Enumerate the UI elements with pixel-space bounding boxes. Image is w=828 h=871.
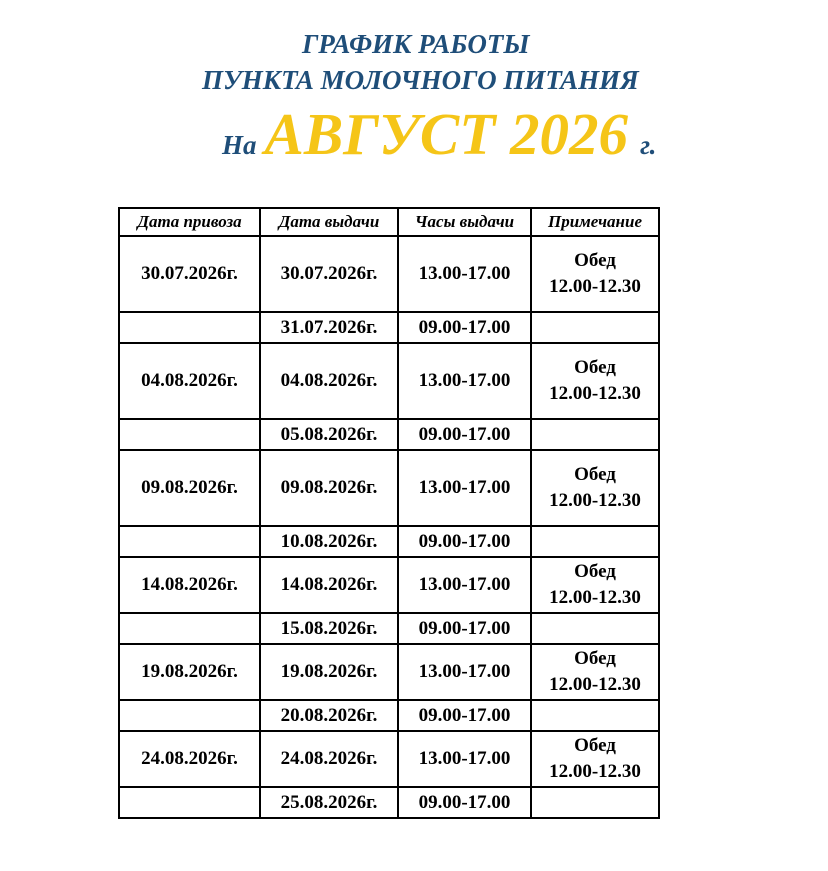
- issue-hours-cell: 13.00-17.00: [398, 731, 531, 787]
- note-cell: [531, 613, 659, 644]
- delivery-date-cell: 24.08.2026г.: [119, 731, 260, 787]
- issue-date-cell: 05.08.2026г.: [260, 419, 398, 450]
- table-row: [119, 787, 659, 818]
- issue-hours-cell: 13.00-17.00: [398, 450, 531, 526]
- table-row: [119, 450, 659, 526]
- note-label: Обед: [574, 735, 616, 756]
- table-row: [119, 526, 659, 557]
- delivery-date-cell: [119, 700, 260, 731]
- table-row: [119, 700, 659, 731]
- note-cell: [531, 731, 659, 787]
- issue-date-cell: 15.08.2026г.: [260, 613, 398, 644]
- note-time: 12.00-12.30: [549, 276, 641, 297]
- note-time: 12.00-12.30: [549, 587, 641, 608]
- delivery-date-cell: [119, 526, 260, 557]
- issue-hours-cell: 09.00-17.00: [398, 613, 531, 644]
- issue-date-cell: 10.08.2026г.: [260, 526, 398, 557]
- title-line-1: ГРАФИК РАБОТЫ: [302, 29, 530, 59]
- issue-hours-cell: 13.00-17.00: [398, 236, 531, 312]
- note-cell: [531, 700, 659, 731]
- note-time: 12.00-12.30: [549, 383, 641, 404]
- table-row: [119, 419, 659, 450]
- delivery-date-cell: [119, 613, 260, 644]
- issue-date-cell: 24.08.2026г.: [260, 731, 398, 787]
- table-row: [119, 613, 659, 644]
- issue-date-cell: 14.08.2026г.: [260, 557, 398, 613]
- note-cell: [531, 343, 659, 419]
- note-time: 12.00-12.30: [549, 674, 641, 695]
- delivery-date-cell: [119, 787, 260, 818]
- note-cell: [531, 787, 659, 818]
- table-row: [119, 644, 659, 700]
- issue-date-cell: 04.08.2026г.: [260, 343, 398, 419]
- issue-hours-cell: 09.00-17.00: [398, 700, 531, 731]
- delivery-date-cell: [119, 419, 260, 450]
- delivery-date-cell: 09.08.2026г.: [119, 450, 260, 526]
- column-header-issue-hours: Часы выдачи: [398, 208, 531, 236]
- note-cell: [531, 236, 659, 312]
- note-cell: [531, 526, 659, 557]
- note-cell: [531, 557, 659, 613]
- table-row: [119, 343, 659, 419]
- table-row: [119, 236, 659, 312]
- issue-hours-cell: 13.00-17.00: [398, 343, 531, 419]
- note-time: 12.00-12.30: [549, 761, 641, 782]
- issue-date-cell: 25.08.2026г.: [260, 787, 398, 818]
- issue-hours-cell: 13.00-17.00: [398, 644, 531, 700]
- table-row: [119, 557, 659, 613]
- note-label: Обед: [574, 648, 616, 669]
- issue-hours-cell: 09.00-17.00: [398, 312, 531, 343]
- delivery-date-cell: 19.08.2026г.: [119, 644, 260, 700]
- table-row: [119, 731, 659, 787]
- month-heading: [222, 101, 657, 167]
- month-prefix: На: [222, 130, 257, 160]
- column-header-delivery-date: Дата привоза: [119, 208, 260, 236]
- note-label: Обед: [574, 357, 616, 378]
- note-cell: [531, 312, 659, 343]
- note-label: Обед: [574, 561, 616, 582]
- column-header-issue-date: Дата выдачи: [260, 208, 398, 236]
- note-cell: [531, 644, 659, 700]
- column-header-note: Примечание: [531, 208, 659, 236]
- issue-date-cell: 20.08.2026г.: [260, 700, 398, 731]
- issue-date-cell: 09.08.2026г.: [260, 450, 398, 526]
- month-suffix: г.: [640, 130, 657, 160]
- delivery-date-cell: 30.07.2026г.: [119, 236, 260, 312]
- note-label: Обед: [574, 464, 616, 485]
- issue-hours-cell: 09.00-17.00: [398, 419, 531, 450]
- issue-hours-cell: 09.00-17.00: [398, 787, 531, 818]
- title-line-2: ПУНКТА МОЛОЧНОГО ПИТАНИЯ: [202, 65, 639, 95]
- month-name: АВГУСТ 2026: [264, 101, 629, 167]
- delivery-date-cell: 04.08.2026г.: [119, 343, 260, 419]
- note-cell: [531, 450, 659, 526]
- delivery-date-cell: 14.08.2026г.: [119, 557, 260, 613]
- note-time: 12.00-12.30: [549, 490, 641, 511]
- issue-date-cell: 31.07.2026г.: [260, 312, 398, 343]
- note-label: Обед: [574, 250, 616, 271]
- delivery-date-cell: [119, 312, 260, 343]
- table-header-row: [119, 208, 659, 236]
- issue-date-cell: 19.08.2026г.: [260, 644, 398, 700]
- issue-date-cell: 30.07.2026г.: [260, 236, 398, 312]
- table-row: [119, 312, 659, 343]
- note-cell: [531, 419, 659, 450]
- issue-hours-cell: 09.00-17.00: [398, 526, 531, 557]
- issue-hours-cell: 13.00-17.00: [398, 557, 531, 613]
- schedule-table: [118, 207, 660, 819]
